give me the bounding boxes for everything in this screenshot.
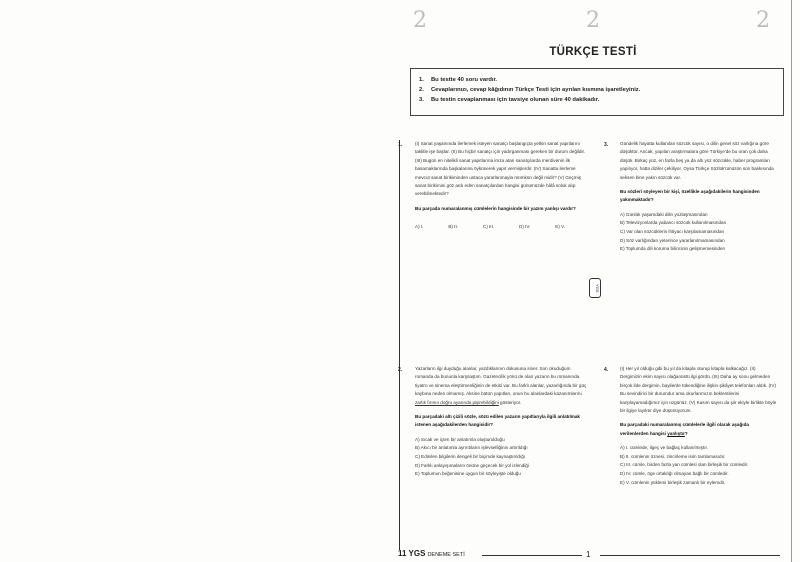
- question-3-passage: Gündelik hayatta kullanılan sözcük sayısı, o dilin genel söz varlığına göre düşüktür. Ancak, yapılan araştırmalara göre Türkiye'de bu oran çok daha düşük. Birkaç yüz, en fazla beş ya da altı yüz sözcükle, haber programları yapılıyor, hatta diziler çekiliyor. Oysa Türkçe Sözlük'ümüzün son baskısında seksen bine yakın sözcük var.: [620, 141, 774, 180]
- page-number-left: 2: [413, 8, 427, 33]
- option-d[interactable]: D) IV. cümle, öge ortaklığı olmayan bağlı bir cümledir.: [620, 471, 729, 477]
- footer-rule-left: [482, 555, 582, 556]
- question-4-options: [620, 444, 778, 487]
- option-a[interactable]: A) Sıcak ve içten bir anlatımla oluşturulduğu: [415, 436, 505, 442]
- question-3-options: [620, 211, 778, 254]
- option-b[interactable]: B) II.: [448, 224, 459, 230]
- option-b[interactable]: B) Televizyonlarda yabancı sözcük kullanılmasından: [620, 220, 727, 226]
- option-b[interactable]: B) Akıcı bir anlatımla ayrıntıların işlevselliğinin artırıldığı: [415, 445, 528, 451]
- option-c[interactable]: C) III.: [482, 224, 495, 230]
- option-d[interactable]: D) Farklı anlayışımaların önüne geçecek bir yol izlendiği: [415, 462, 529, 468]
- option-d[interactable]: D) IV.: [519, 224, 531, 230]
- footer-brand: 11 YGS DENEME SETİ: [398, 549, 465, 558]
- question-3-number: 3.: [604, 142, 609, 148]
- option-e[interactable]: E) Toplumun beğenisine uygun bir söyleyişte olduğu: [415, 471, 521, 477]
- page-title: TÜRKÇE TESTİ: [549, 46, 637, 58]
- brand-badge: YGS: [589, 278, 601, 298]
- option-d[interactable]: D) Söz varlığından yeterince yararlanılmamasından: [620, 237, 725, 243]
- option-e[interactable]: E) V. cümlenin yüklemi birleşik zamanlı bir eylemdir.: [620, 479, 726, 485]
- underlined-phrase: zarlık fırının doğru ayarında pişirebildiğini: [415, 399, 499, 405]
- option-a[interactable]: A) I. cümlede, ilgeç ve bağlaç kullanılmıştır.: [620, 445, 709, 451]
- question-3-stem: Bu sözleri söyleyen bir kişi, özellikle aşağıdakilerin hangisinden yakınmaktadır?: [620, 189, 760, 203]
- footer-page-number: 1: [586, 550, 591, 559]
- option-e[interactable]: E) Toplumda dili koruma bilincinin gelişmemesinden: [620, 246, 726, 252]
- page-number-center: 2: [586, 8, 600, 33]
- option-a[interactable]: A) I.: [415, 224, 424, 230]
- question-2-passage: Yazarların ilgi duyduğu alanlar, yazdıklarının dokusuna siner. Son okuduğum romanda da bununla karşılaştım. Gazetecilik yönü de olan yazarın bu romanında tiyatro ve sinema eleştirmenliğinin de etkisi var. Bu farklı alanlar, yazarlığında bir güç kaybına neden olmamış. Aksine bütün yapıtları, onun bu alanlardaki kazanımlarını zarlık fırının doğru ayarında pişirebildiğini gösteriyor.: [415, 366, 587, 405]
- question-2-number: 2.: [398, 367, 403, 373]
- option-c[interactable]: C) Var olan sözcüklerin ihtiyacı karşılamamasından: [620, 229, 725, 235]
- instructions-box: [410, 68, 784, 116]
- page-number-right: 2: [756, 8, 770, 33]
- question-2-options: [415, 436, 587, 479]
- option-b[interactable]: B) II. cümlenin öznesi, zincirleme isim tamlamasıdır.: [620, 453, 726, 459]
- option-c[interactable]: C) Edinilen bilgilerin dengeli bir biçimde kaynaştırıldığı: [415, 454, 526, 460]
- question-4-number: 4.: [604, 367, 609, 373]
- column-divider: [398, 140, 403, 550]
- page-edge: [791, 0, 792, 562]
- option-a[interactable]: A) Günlük yaşamdaki dilin yozlaşmasından: [620, 211, 708, 217]
- question-1-passage: (I) Sanat yaşamında ilerlemek isteyen sanatçı başlangıçta yetkin sanat yapıtlarını taklitle işe başlar. (II) Bu hiçbir sanatçı için yadırganması gereken bir durum değildir. (III) Bugün en nitelikli sanat yapıtlarına imza atan sanatçılarda merdivenin ilk basamaklarında başkalarına öykünerek yapıt vermişlerdir. (IV) Sanatta ilerleme mevcut sanat birikiminden ustaca yararlanmayla mümkün değil midir? (V) Geçmiş sanat birikimini göz ardı eden sanatçılardan hangisi günümüzde hâlâ soluk alıp verebilmektedir?: [415, 141, 586, 197]
- instruction-item: 2. Cevaplarınızı, cevap kâğıdının Türkçe Testi için ayrılan kısmına işaretleyiniz.: [419, 87, 641, 93]
- question-1: [415, 140, 587, 232]
- option-c[interactable]: C) III. cümle, birden fazla yan cümlesi olan birleşik bir cümledir.: [620, 462, 749, 468]
- question-2: [415, 365, 587, 479]
- question-1-number: 1.: [398, 142, 403, 148]
- instruction-item: 1. Bu testte 40 soru vardır.: [419, 77, 498, 83]
- footer-rule-right: [600, 555, 780, 556]
- option-e[interactable]: E) V.: [555, 224, 565, 230]
- question-4: [620, 365, 778, 487]
- question-4-passage: (I) Her yıl olduğu gibi bu yıl da kitapla oturup kitapla kalkacağız. (II) Dergimizin ekim sayısı olağanüstü ilgi gördü. (III) Daha ay sonu gelmeden birçok ilde dergimin, bayilerde tükendiğine ilişkin şikâyet telefonları aldık. (IV) Bu sevindirici bir durumdur ama okurlarımızın beklentilerini karşılayamadığımız için üzgünüz. (V) Kasım sayısı da şiir ekiyle birlikte böyle bir ilgiye layıktır diye düşünüyorum.: [620, 366, 777, 414]
- question-2-stem: Bu parçadaki altı çizili sözle, sözü edilen yazarın yapıtlarıyla ilgili anlatılmak istenen aşağıdakilerden hangisidir?: [415, 414, 580, 428]
- instruction-item: 3. Bu testin cevaplanması için tavsiye olunan süre 40 dakikadır.: [419, 97, 600, 103]
- question-3: [620, 140, 778, 254]
- question-1-stem: Bu parçada numaralanmış cümlelerin hangisinde bir yazım yanlışı vardır?: [415, 205, 576, 211]
- question-1-options: [415, 223, 565, 231]
- question-4-stem: Bu parçadaki numaralanmış cümlelerle ilgili olarak aşağıda verilenlerden hangisi yanlıştır?: [620, 422, 749, 436]
